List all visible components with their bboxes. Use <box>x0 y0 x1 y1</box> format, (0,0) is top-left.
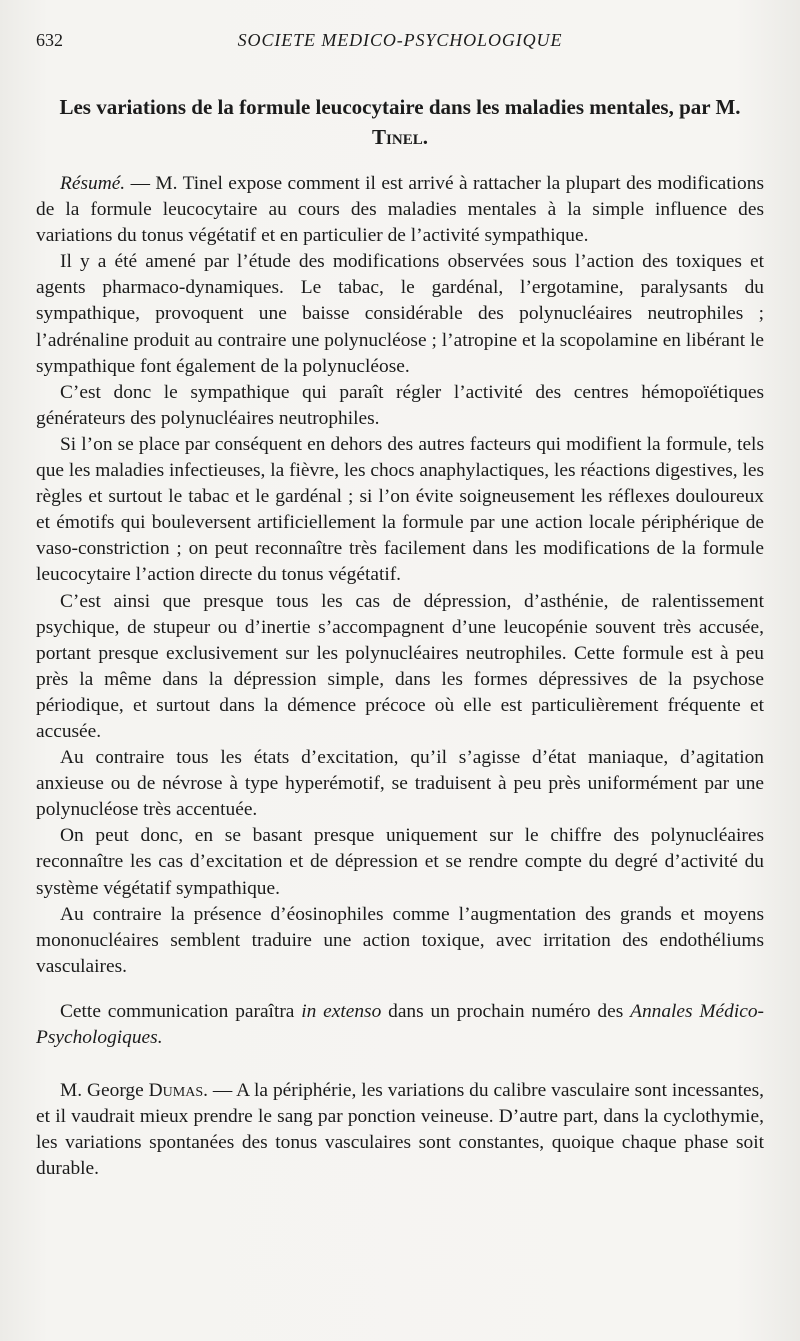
publication-note <box>36 999 764 1051</box>
body-paragraph: Au contraire la présence d’éosinophiles comme l’augmentation des grands et moyens mononucléaires semblent traduire une action toxique, avec irritation des endothéliums vasculaires. <box>36 903 764 977</box>
running-head: SOCIETE MEDICO-PSYCHOLOGIQUE <box>237 30 563 50</box>
abstract-text: — M. Tinel expose comment il est arrivé à rattacher la plupart des modifications de la formule leucocytaire au cours des maladies mentales à la simple influence des variations du tonus végétatif et en particulier de l’activité sympathique. <box>36 173 764 247</box>
article-body <box>36 92 764 1182</box>
body-paragraph: C’est donc le sympathique qui paraît régler l’activité des centres hémopoïétiques générateurs des polynucléaires neutrophiles. <box>36 381 764 429</box>
note-italic: in extenso <box>301 1000 382 1022</box>
abstract-lead: Résumé. <box>60 173 126 194</box>
body-paragraph: C’est ainsi que presque tous les cas de dépression, d’asthénie, de ralentissement psychique, de stupeur ou d’inertie s’accompagnent d’une leucopénie souvent très accusée, portant presque exclusivement sur les polynucléaires neutrophiles. Cette formule est à peu près la même dans la dépression simple, dans les formes dépressives de la psychose périodique, et surtout dans la démence précoce où elle est particulièrement fréquente et accusée. <box>36 590 764 742</box>
article-title-text: Les variations de la formule leucocytaire dans les maladies mentales, par M. <box>59 95 741 119</box>
spacer <box>36 980 764 999</box>
article-title <box>36 92 764 152</box>
article-author: Tinel. <box>372 125 428 149</box>
speaker-name: Dumas. <box>148 1080 208 1102</box>
body-paragraph: Il y a été amené par l’étude des modifications observées sous l’action des toxiques et agents pharmaco-dynamiques. Le tabac, le gardénal, l’ergotamine, paralysants du sympathique, provoquent une baisse considérable des polynucléaires neutrophiles ; l’adrénaline produit au contraire une polynucléose ; l’atropine et la scopolamine en libérant le sympathique font également de la polynucléose. <box>36 251 764 377</box>
journal-name: Annales Médico-Psychologiques. <box>36 1000 765 1048</box>
body-paragraph: Au contraire tous les états d’excitation, qu’il s’agisse d’état maniaque, d’agitation anxieuse ou de névrose à type hyperémotif, se traduisent à peu près uniformément par une polynucléose très accentuée. <box>36 747 764 821</box>
body-paragraph: Si l’on se place par conséquent en dehors des autres facteurs qui modifient la formule, tels que les maladies infectieuses, la fièvre, les chocs anaphylactiques, les réactions digestives, les règles et surtout le tabac et le gardénal ; si l’on évite soigneusement les réflexes douloureux et émotifs qui bouleversent artificiellement la formule par une action locale périphérique de vaso-constriction ; on peut reconnaître très facilement dans les modifications de la formule leucocytaire l’action directe du tonus végétatif. <box>36 433 764 586</box>
spacer <box>36 1051 764 1078</box>
discussion-paragraph <box>36 1078 764 1182</box>
body-paragraph: On peut donc, en se basant presque uniquement sur le chiffre des polynucléaires reconnaître les cas d’excitation et de dépression et se rendre compte du degré d’activité du système végétatif sympathique. <box>36 825 764 899</box>
abstract-paragraph <box>36 171 764 249</box>
page-header <box>36 30 764 56</box>
speaker-prefix: M. George <box>60 1080 149 1102</box>
page-number: 632 <box>36 30 63 50</box>
note-text: dans un prochain numéro des <box>381 1000 631 1022</box>
discussion-text: — A la périphérie, les variations du calibre vasculaire sont incessantes, et il vaudrait mieux prendre le sang par ponction veineuse. D’autre part, dans la cyclothymie, les variations spontanées des tonus vasculaires sont constantes, quoique chaque phase soit durable. <box>36 1080 765 1180</box>
note-text: Cette communication paraîtra <box>60 1000 302 1022</box>
